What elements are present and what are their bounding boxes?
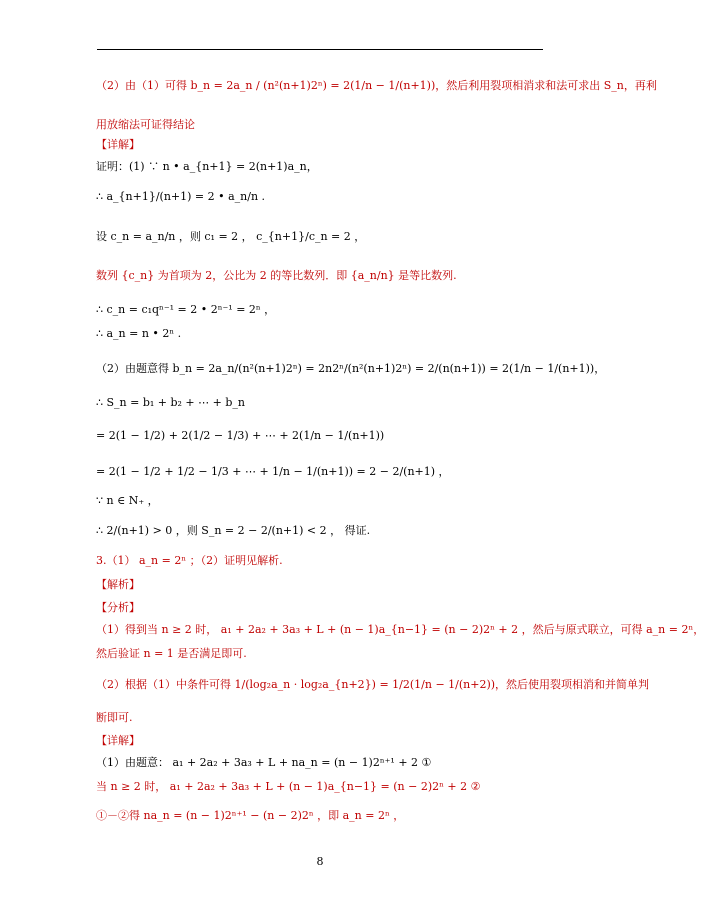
text-line: 然后验证 n = 1 是否满足即可. bbox=[96, 647, 247, 660]
text-line: ∵ n ∈ N₊ ， bbox=[96, 494, 159, 507]
text-line: ∴ a_{n+1}/(n+1) = 2 • a_n/n . bbox=[96, 190, 266, 203]
text-line: = 2(1 − 1/2) + 2(1/2 − 1/3) + ⋯ + 2(1/n − 1/(n+1)) bbox=[96, 429, 385, 442]
text-line: 3.（1） a_n = 2ⁿ ；（2）证明见解析. bbox=[96, 554, 283, 567]
text-line: 用放缩法可证得结论 bbox=[96, 118, 195, 131]
text-line: （2）根据（1）中条件可得 1/(log₂a_n · log₂a_{n+2}) = 1/2(1/n − 1/(n+2))，然后使用裂项相消和并简单判 bbox=[96, 678, 650, 691]
text-line: 证明：(1) ∵ n • a_{n+1} = 2(n+1)a_n， bbox=[96, 160, 318, 173]
text-line: ∴ c_n = c₁qⁿ⁻¹ = 2 • 2ⁿ⁻¹ = 2ⁿ ， bbox=[96, 303, 276, 316]
header-rule bbox=[97, 49, 543, 50]
text-line: 【分析】 bbox=[96, 601, 140, 614]
text-line: 【解析】 bbox=[96, 578, 140, 591]
text-line: 当 n ≥ 2 时， a₁ + 2a₂ + 3a₃ + L + (n − 1)a_{n−1} = (n − 2)2ⁿ + 2 ② bbox=[96, 780, 481, 793]
text-line: （1）得到当 n ≥ 2 时， a₁ + 2a₂ + 3a₃ + L + (n − 1)a_{n−1} = (n − 2)2ⁿ + 2 ，然后与原式联立，可得 a_n = 2ⁿ， bbox=[96, 623, 704, 636]
text-line: ①－②得 na_n = (n − 1)2ⁿ⁺¹ − (n − 2)2ⁿ ，即 a_n = 2ⁿ ， bbox=[96, 809, 405, 822]
text-line: ∴ S_n = b₁ + b₂ + ⋯ + b_n bbox=[96, 396, 245, 409]
text-line: = 2(1 − 1/2 + 1/2 − 1/3 + ⋯ + 1/n − 1/(n+1)) = 2 − 2/(n+1) ， bbox=[96, 465, 450, 478]
text-line: 【详解】 bbox=[96, 734, 140, 747]
text-line: 数列 {c_n} 为首项为 2，公比为 2 的等比数列．即 {a_n/n} 是等比数列. bbox=[96, 269, 457, 282]
text-line: （1）由题意： a₁ + 2a₂ + 3a₃ + L + na_n = (n − 1)2ⁿ⁺¹ + 2 ① bbox=[96, 756, 432, 769]
text-line: 设 c_n = a_n/n ，则 c₁ = 2 ， c_{n+1}/c_n = 2 ， bbox=[96, 230, 366, 243]
text-line: ∴ 2/(n+1) > 0 ，则 S_n = 2 − 2/(n+1) < 2 ， 得证. bbox=[96, 524, 371, 537]
text-line: （2）由题意得 b_n = 2a_n/(n²(n+1)2ⁿ) = 2n2ⁿ/(n²(n+1)2ⁿ) = 2/(n(n+1)) = 2(1/n − 1/(n+1))， bbox=[96, 362, 606, 375]
text-line: 断即可. bbox=[96, 711, 133, 724]
text-line: 【详解】 bbox=[96, 138, 140, 151]
text-line: ∴ a_n = n • 2ⁿ . bbox=[96, 327, 182, 340]
text-line: （2）由（1）可得 b_n = 2a_n / (n²(n+1)2ⁿ) = 2(1/n − 1/(n+1))，然后利用裂项相消求和法可求出 S_n，再利 bbox=[96, 79, 657, 92]
page-number: 8 bbox=[316, 855, 324, 868]
